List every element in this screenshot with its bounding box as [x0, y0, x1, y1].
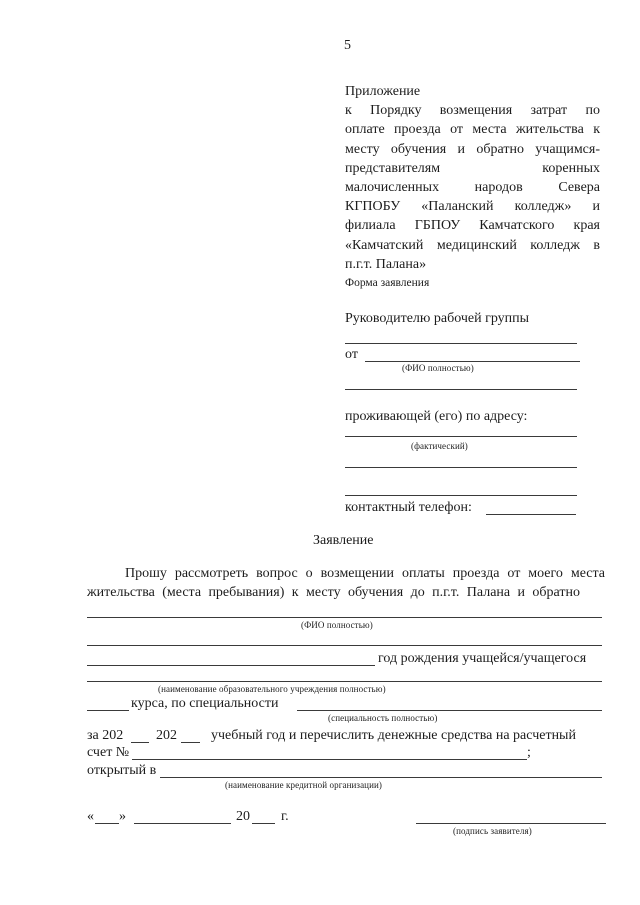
addressee-address-label: проживающей (его) по адресу:: [345, 409, 528, 424]
annex-line-2: оплате проезда от места жительства к: [345, 122, 600, 138]
annex-line-1: к Порядку возмещения затрат по: [345, 103, 600, 119]
date-open-quote: «: [87, 809, 94, 824]
phone-label: контактный телефон:: [345, 500, 472, 515]
account-end: ;: [527, 745, 531, 760]
address-hint: (фактический): [411, 441, 468, 451]
account-line[interactable]: [132, 759, 527, 760]
fio-line[interactable]: [87, 617, 602, 618]
annex-line-6: КГПОБУ «Паланский колледж» и: [345, 199, 600, 215]
year-end-line[interactable]: [181, 742, 200, 743]
bank-line[interactable]: [160, 777, 602, 778]
page-number: 5: [344, 38, 351, 53]
addressee-fio-line[interactable]: [365, 361, 580, 362]
annex-line-3: месту обучения и обратно учащимся-: [345, 141, 600, 157]
date-year-suffix: г.: [281, 809, 289, 824]
addressee-to: Руководителю рабочей группы: [345, 311, 530, 326]
date-year-line[interactable]: [252, 823, 275, 824]
course-line[interactable]: [87, 710, 129, 711]
bank-hint: (наименование кредитной организации): [225, 780, 383, 790]
statement-paragraph-line-1: Прошу рассмотреть вопрос о возмещении оплаты проезда от моего места: [125, 566, 605, 581]
birth-year-line[interactable]: [87, 665, 375, 666]
form-label: Форма заявления: [345, 277, 430, 289]
fio-hint: (ФИО полностью): [301, 620, 373, 630]
annex-line-8: «Камчатский медицинский колледж в: [345, 237, 600, 253]
address-line-1[interactable]: [345, 436, 577, 437]
address-line-3[interactable]: [345, 495, 577, 496]
date-close-quote: »: [119, 809, 126, 824]
fio-line-2[interactable]: [87, 645, 602, 646]
date-day-line[interactable]: [95, 823, 119, 824]
statement-paragraph-line-2: жительства (места пребывания) к месту обучения до п.г.т. Палана и обратно: [87, 585, 580, 600]
annex-block: [345, 82, 600, 274]
year-text: учебный год и перечислить денежные средства на расчетный: [211, 728, 576, 743]
addressee-from-prefix: от: [345, 347, 358, 362]
institution-line[interactable]: [87, 681, 602, 682]
specialty-line[interactable]: [297, 710, 602, 711]
signature-line[interactable]: [416, 823, 606, 824]
birth-year-label: год рождения учащейся/учащегося: [378, 651, 587, 666]
addressee-to-line[interactable]: [345, 343, 577, 344]
account-label: счет №: [87, 745, 130, 760]
course-label: курса, по специальности: [131, 696, 279, 711]
year-start-line[interactable]: [131, 742, 149, 743]
annex-last-line: п.г.т. Палана»: [345, 256, 427, 272]
annex-line-7: филиала ГБПОУ Камчатского края: [345, 218, 600, 234]
institution-hint: (наименование образовательного учреждения полностью): [158, 684, 386, 694]
date-year-prefix: 20: [236, 809, 250, 824]
statement-title: Заявление: [313, 533, 374, 548]
addressee-fio-line-2[interactable]: [345, 389, 577, 390]
year-mid: 202: [156, 728, 177, 743]
annex-title: Приложение: [345, 84, 421, 99]
addressee-fio-hint: (ФИО полностью): [402, 363, 474, 373]
year-prefix: за 202: [87, 728, 124, 743]
phone-line[interactable]: [486, 514, 576, 515]
annex-line-5: малочисленных народов Севера: [345, 180, 600, 196]
address-line-2[interactable]: [345, 467, 577, 468]
date-month-line[interactable]: [134, 823, 231, 824]
specialty-hint: (специальность полностью): [328, 713, 438, 723]
bank-label: открытый в: [87, 763, 157, 778]
annex-line-4: представителям коренных: [345, 160, 600, 176]
signature-hint: (подпись заявителя): [453, 826, 532, 836]
